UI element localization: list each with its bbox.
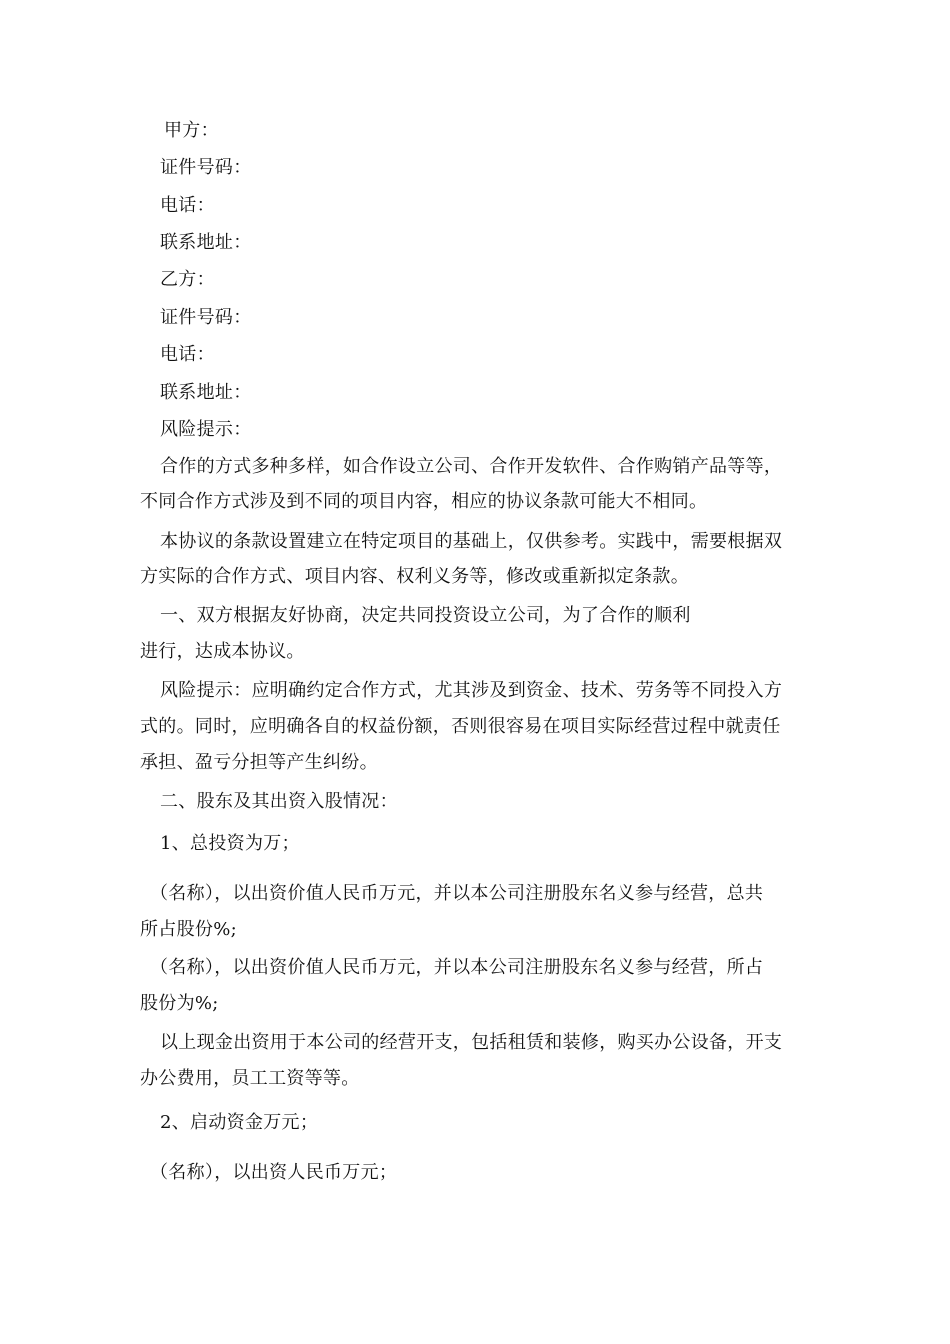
shareholder-2-line-2: 股份为%; xyxy=(140,993,219,1014)
risk-notice-2-line-2: 方实际的合作方式、项目内容、权利义务等，修改或重新拟定条款。 xyxy=(140,566,689,587)
party-a-id-label: 证件号码： xyxy=(160,157,252,178)
startup-contribution: （名称），以出资人民币万元； xyxy=(150,1162,398,1183)
shareholder-1-line-2: 所占股份%; xyxy=(140,919,237,940)
item-1-total-investment: 1、总投资为万； xyxy=(160,833,300,854)
party-b-label: 乙方： xyxy=(160,269,215,290)
clause-2-heading: 二、股东及其出资入股情况： xyxy=(160,791,398,812)
risk-notice-2-line-1: 本协议的条款设置建立在特定项目的基础上，仅供参考。实践中，需要根据双 xyxy=(160,531,783,552)
party-a-address-label: 联系地址： xyxy=(160,232,252,253)
clause-1-risk-line-3: 承担、盈亏分担等产生纠纷。 xyxy=(140,752,378,773)
item-2-startup-capital: 2、启动资金万元； xyxy=(160,1112,319,1133)
party-a-phone-label: 电话： xyxy=(160,195,215,216)
cash-usage-line-2: 办公费用，员工工资等等。 xyxy=(140,1068,360,1089)
cash-usage-line-1: 以上现金出资用于本公司的经营开支，包括租赁和装修，购买办公设备，开支 xyxy=(160,1032,783,1053)
risk-notice-1-line-1: 合作的方式多种多样，如合作设立公司、合作开发软件、合作购销产品等等， xyxy=(160,456,783,477)
party-b-id-label: 证件号码： xyxy=(160,307,252,328)
clause-1-risk-line-2: 式的。同时，应明确各自的权益份额，否则很容易在项目实际经营过程中就责任 xyxy=(140,716,781,737)
shareholder-1-line-1: （名称），以出资价值人民币万元，并以本公司注册股东名义参与经营，总共 xyxy=(150,883,764,904)
clause-1-risk-line-1: 风险提示：应明确约定合作方式，尤其涉及到资金、技术、劳务等不同投入方 xyxy=(160,680,783,701)
party-b-address-label: 联系地址： xyxy=(160,382,252,403)
party-b-phone-label: 电话： xyxy=(160,344,215,365)
shareholder-2-line-1: （名称），以出资价值人民币万元，并以本公司注册股东名义参与经营，所占 xyxy=(150,957,764,978)
risk-notice-1-line-2: 不同合作方式涉及到不同的项目内容，相应的协议条款可能大不相同。 xyxy=(140,491,708,512)
clause-1-line-2: 进行，达成本协议。 xyxy=(140,641,305,662)
party-a-label: 甲方： xyxy=(164,120,219,141)
risk-notice-heading: 风险提示： xyxy=(160,419,252,440)
clause-1-line-1: 一、双方根据友好协商，决定共同投资设立公司，为了合作的顺利 xyxy=(160,605,691,626)
